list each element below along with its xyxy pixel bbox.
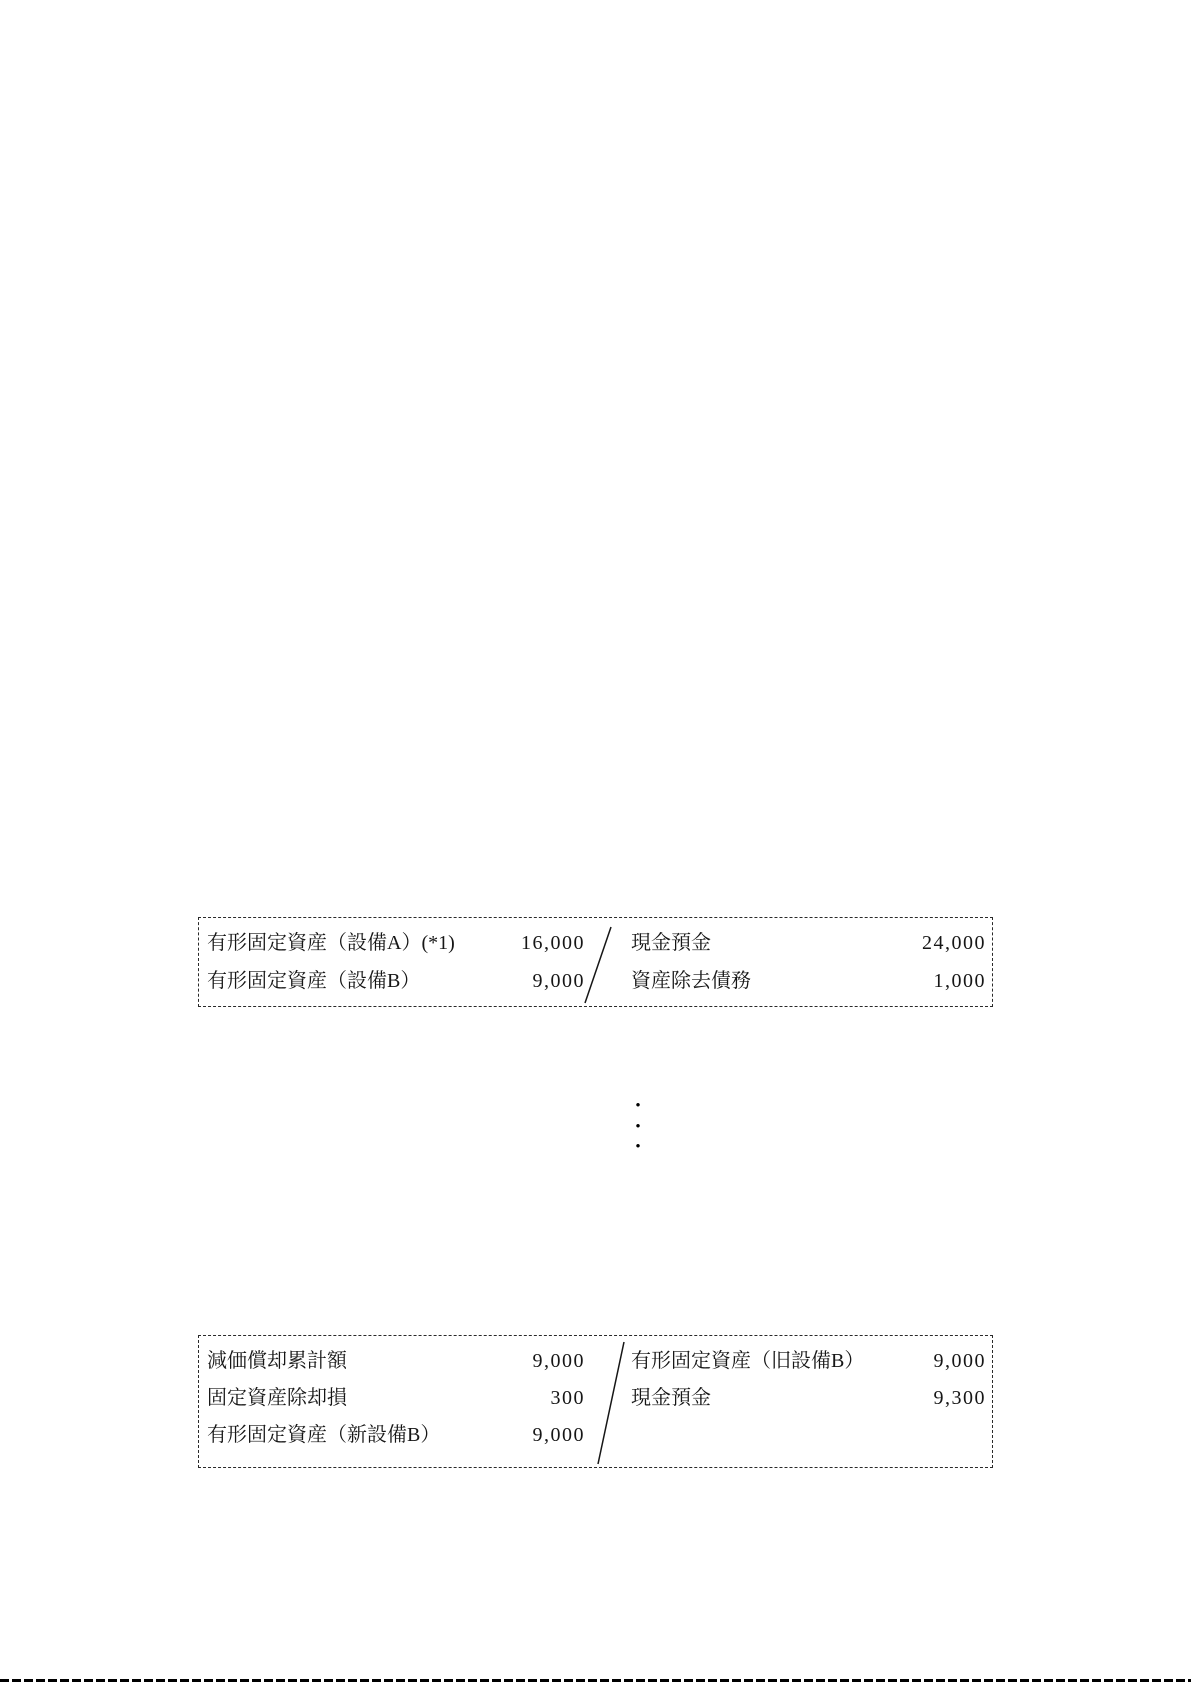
debit-account: 有形固定資産（設備A）(*1) [207,931,455,954]
debit-account: 有形固定資産（設備B） [207,969,421,992]
debit-amount: 16,000 [521,931,585,954]
debit-account: 減価償却累計額 [207,1350,347,1372]
page-bottom-dashed-line [0,1679,1191,1682]
credit-account: 有形固定資産（旧設備B） [631,1350,865,1372]
ellipsis-dot: • [635,1098,641,1114]
credit-amount: 9,000 [933,1350,986,1372]
debit-amount: 9,000 [532,969,585,992]
debit-account: 有形固定資産（新設備B） [207,1424,441,1446]
credit-account: 現金預金 [631,931,711,954]
journal-entry-row [199,1380,992,1417]
vertical-ellipsis-dots [630,1096,646,1158]
debit-amount: 300 [550,1387,585,1409]
ellipsis-dot: • [635,1118,641,1135]
journal-entry-row [199,962,992,1000]
journal-entry-box-1 [198,917,993,1007]
debit-account: 固定資産除却損 [207,1387,347,1409]
journal-entry-row [199,1417,992,1454]
credit-account: 現金預金 [631,1387,711,1409]
debit-amount: 9,000 [532,1350,585,1372]
ellipsis-dot: • [635,1139,641,1155]
credit-account: 資産除去債務 [631,969,751,992]
journal-entry-row [199,1343,992,1380]
credit-amount: 24,000 [922,931,986,954]
journal-entry-box-2 [198,1335,993,1468]
credit-amount: 9,300 [933,1387,986,1409]
journal-entry-row [199,924,992,962]
debit-amount: 9,000 [532,1424,585,1446]
credit-amount: 1,000 [933,969,986,992]
